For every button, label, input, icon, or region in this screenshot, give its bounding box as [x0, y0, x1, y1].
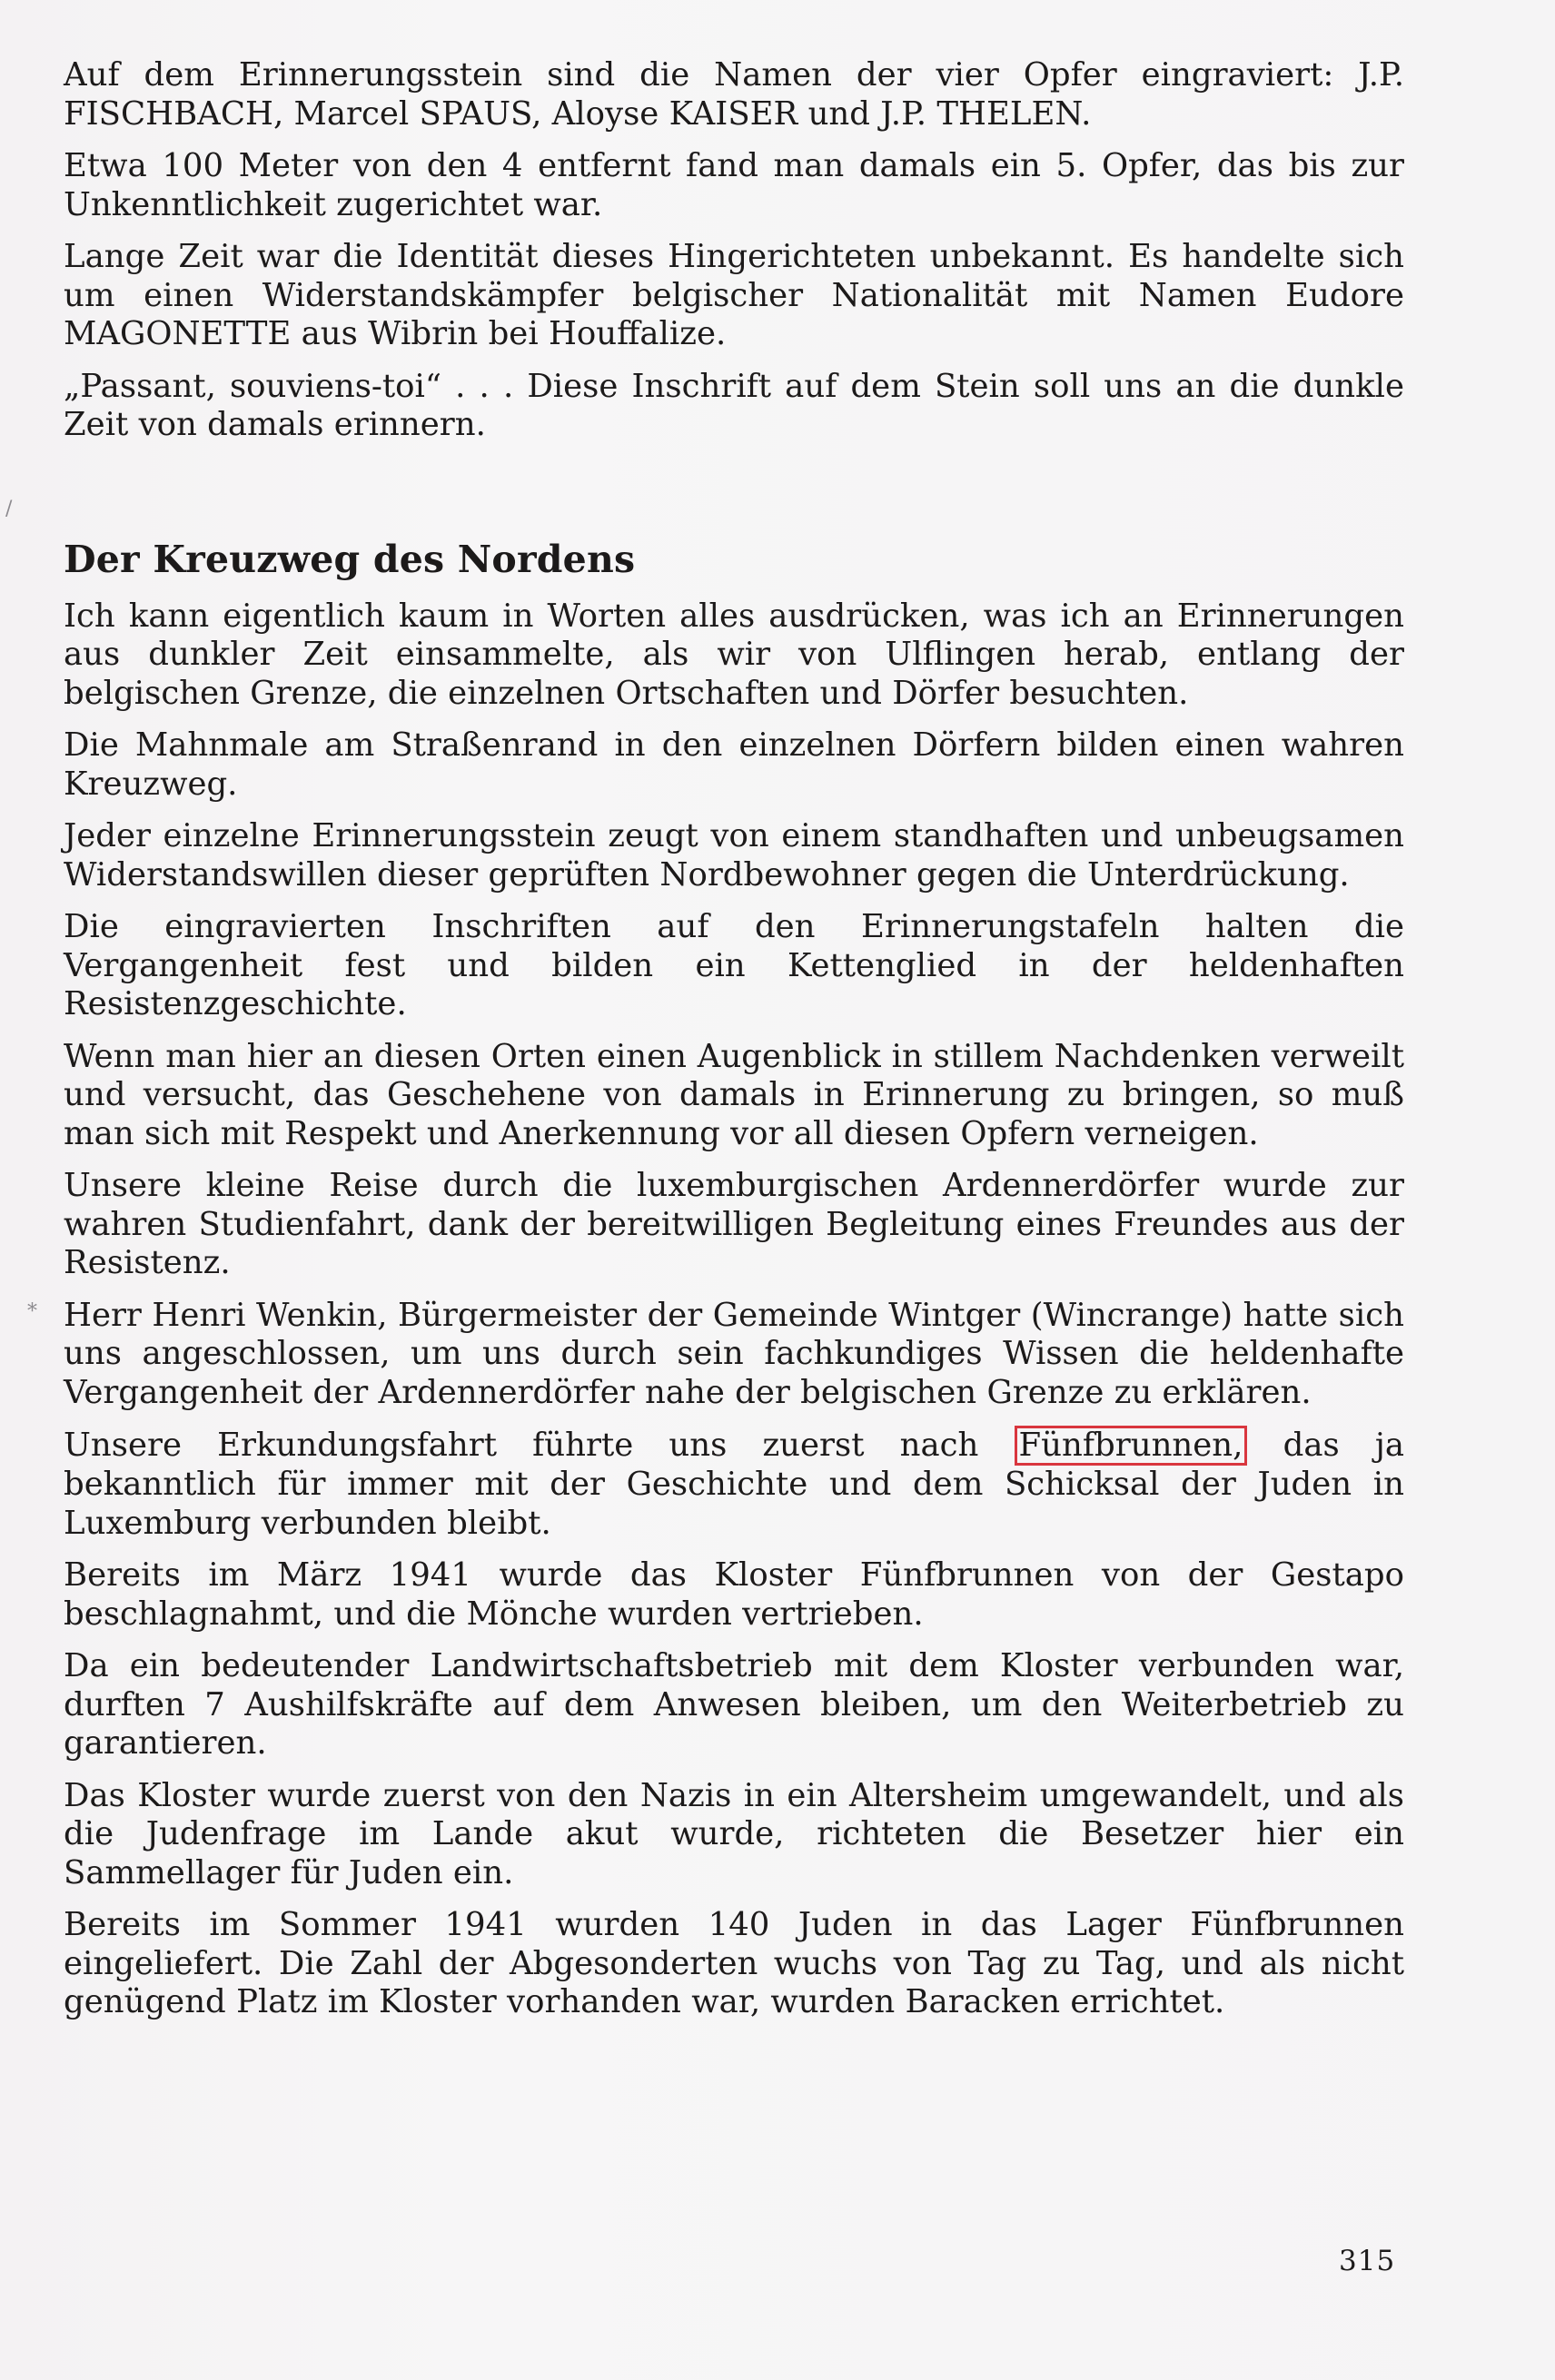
paragraph-section-2: Die Mahnmale am Straßenrand in den einzelnen Dörfern bilden einen wahren Kreuzweg.	[64, 726, 1404, 803]
paragraph-section-3: Jeder einzelne Erinnerungsstein zeugt von einem standhaften und unbeugsamen Widerstandswillen dieser geprüften Nordbewohner gegen die Unterdrückung.	[64, 817, 1404, 894]
paragraph-section-6: Unsere kleine Reise durch die luxemburgischen Ardennerdörfer wurde zur wahren Studienfahrt, dank der bereitwilligen Begleitung eines Freundes aus der Resistenz.	[64, 1167, 1404, 1281]
paragraph-end-4: Bereits im Sommer 1941 wurden 140 Juden in das Lager Fünfbrunnen eingeliefert. Die Zahl der Abgesonderten wuchs von Tag zu Tag, und als nicht genügend Platz im Kloster vorhanden war, wurden Baracken errichtet.	[64, 1906, 1404, 2020]
paragraph-section-4: Die eingravierten Inschriften auf den Erinnerungstafeln halten die Vergangenheit fest und bilden ein Kettenglied in der heldenhaften Resistenzgeschichte.	[64, 908, 1404, 1022]
paragraph-highlight	[64, 1426, 1404, 1543]
section-heading: Der Kreuzweg des Nordens	[64, 537, 636, 581]
paragraph-intro-4: „Passant, souviens-toi“ . . . Diese Inschrift auf dem Stein soll uns an die dunkle Zeit von damals erinnern.	[64, 367, 1404, 443]
page-number: 315	[1339, 2245, 1396, 2277]
margin-tick-mark: /	[5, 498, 13, 520]
paragraph-section-5: Wenn man hier an diesen Orten einen Augenblick in stillem Nachdenken verweilt und versucht, das Geschehene von damals in Erinnerung zu bringen, so muß man sich mit Respekt und Anerkennung vor all diesen Opfern verneigen.	[64, 1037, 1404, 1152]
paragraph-end-2: Da ein bedeutender Landwirtschaftsbetrieb mit dem Kloster verbunden war, durften 7 Aushilfskräfte auf dem Anwesen bleiben, um den Weiterbetrieb zu garantieren.	[64, 1647, 1404, 1762]
highlighted-word-box: Fünfbrunnen,	[1015, 1426, 1248, 1466]
highlight-after-text: das ja bekanntlich für immer mit der Geschichte und dem Schicksal der Juden in Luxemburg verbunden bleibt.	[64, 1427, 1404, 1542]
paragraph-intro-3: Lange Zeit war die Identität dieses Hingerichteten unbekannt. Es handelte sich um einen Widerstandskämpfer belgischer Nationalität mit Namen Eudore MAGONETTE aus Wibrin bei Houffalize.	[64, 238, 1404, 352]
paragraph-end-1: Bereits im März 1941 wurde das Kloster Fünfbrunnen von der Gestapo beschlagnahmt, und die Mönche wurden vertrieben.	[64, 1556, 1404, 1633]
margin-asterisk-mark: *	[27, 1300, 37, 1323]
paragraph-end-3: Das Kloster wurde zuerst von den Nazis in ein Altersheim umgewandelt, und als die Judenfrage im Lande akut wurde, richteten die Besetzer hier ein Sammellager für Juden ein.	[64, 1776, 1404, 1891]
highlight-before-text: Unsere Erkundungsfahrt führte uns zuerst nach	[64, 1427, 1015, 1464]
paragraph-intro-1: Auf dem Erinnerungsstein sind die Namen der vier Opfer eingraviert: J.P. FISCHBACH, Marcel SPAUS, Aloyse KAISER und J.P. THELEN.	[64, 56, 1404, 133]
page-body	[64, 56, 1404, 2036]
paragraph-intro-2: Etwa 100 Meter von den 4 entfernt fand man damals ein 5. Opfer, das bis zur Unkenntlichkeit zugerichtet war.	[64, 147, 1404, 223]
paragraph-section-7: Herr Henri Wenkin, Bürgermeister der Gemeinde Wintger (Wincrange) hatte sich uns angeschlossen, um uns durch sein fachkundiges Wissen die heldenhafte Vergangenheit der Ardennerdörfer nahe der belgischen Grenze zu erklären.	[64, 1296, 1404, 1411]
paragraph-section-1: Ich kann eigentlich kaum in Worten alles ausdrücken, was ich an Erinnerungen aus dunkler Zeit einsammelte, als wir von Ulflingen herab, entlang der belgischen Grenze, die einzelnen Ortschaften und Dörfer besuchten.	[64, 597, 1404, 712]
